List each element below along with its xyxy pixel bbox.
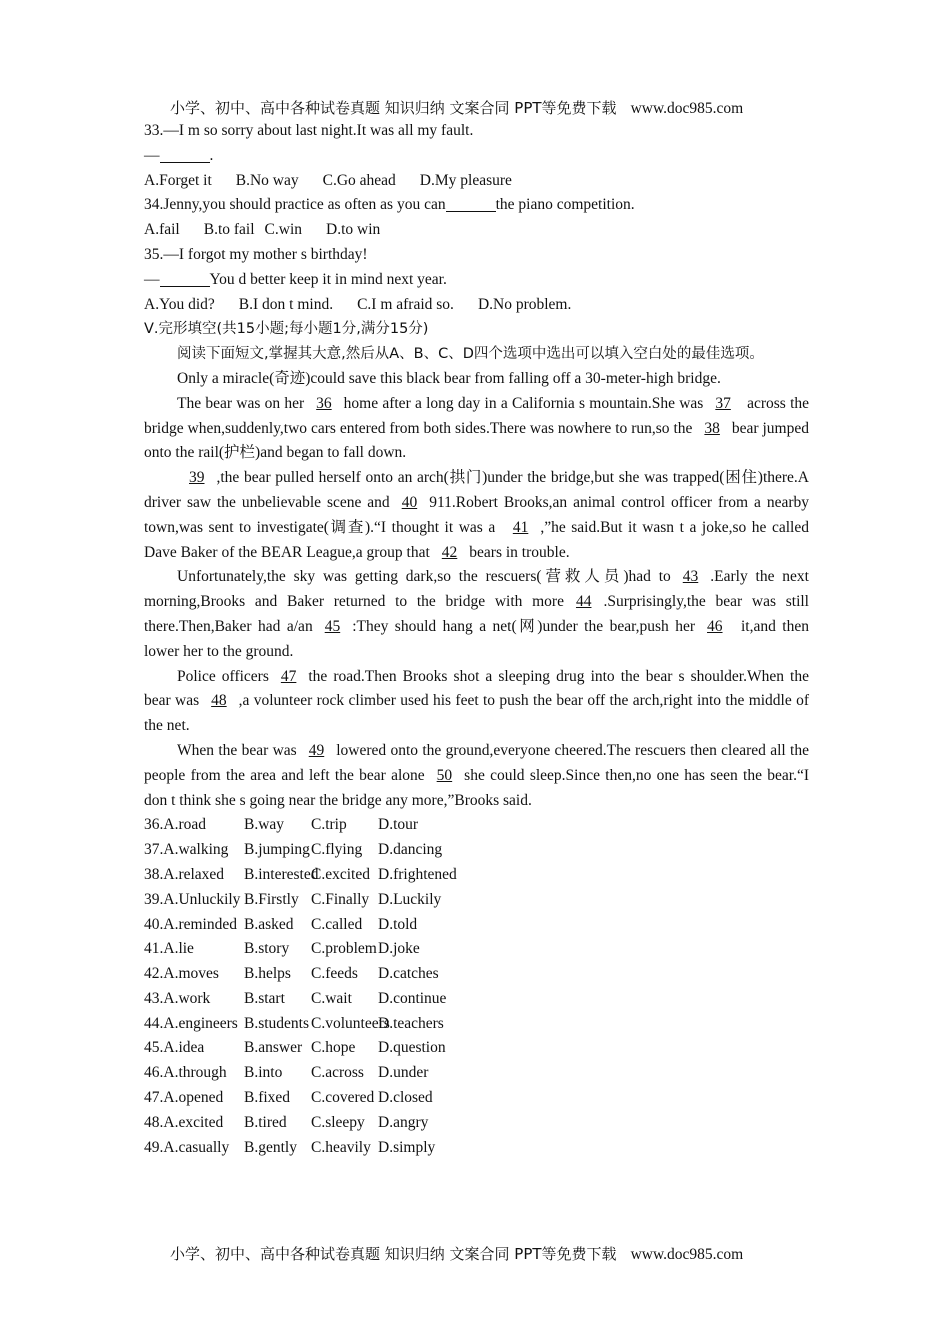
choice-option: 46.A.through [144,1064,227,1082]
choice-option: B.fixed [244,1089,291,1107]
answer-blank [446,195,496,212]
choice-option: C.wait [311,989,352,1007]
q33-option-c: C.Go ahead [322,171,396,189]
choice-row [144,987,809,1012]
choice-row [144,1061,809,1086]
passage-text: 911.Robert Brooks,an animal control officer from a nearby town,was sent to investigate(调查).“I thought it was a [144,493,809,536]
choice-option: 40.A.reminded [144,915,237,933]
choice-option: C.problem [311,940,377,958]
blank-41: 41 [512,518,529,536]
choice-row [144,863,809,888]
choice-option: D.continue [378,989,447,1007]
choice-row [144,888,809,913]
choice-option: D.told [378,915,418,933]
passage-text: home after a long day in a California s mountain.She was [343,394,704,412]
choice-option: B.story [244,940,290,958]
choice-row [144,1111,809,1136]
footer-site: www.doc985.com [630,1246,744,1263]
passage-text: the road.Then Brooks shot a sleeping drug into the bear s shoulder.When the bear was [144,667,809,710]
passage-text: lowered onto the ground,everyone cheered.The rescuers then cleared all the people from the area and left the bear alone [144,741,809,784]
choice-option: D.teachers [378,1014,444,1032]
q35-reply [144,268,809,293]
q35-option-d: D.No problem. [477,295,572,313]
choice-option: C.called [311,915,363,933]
choice-option: C.Finally [311,890,370,908]
blank-49: 49 [308,741,325,759]
passage-text: ,the bear pulled herself onto an arch(拱门)under the bridge,but she was trapped(困住)there.A driver saw the unbelievable scene and [144,469,809,511]
passage-text: The bear was on her [177,394,305,412]
q34-stem [144,193,809,218]
choice-option: 38.A.relaxed [144,865,225,883]
choice-option: 48.A.excited [144,1113,224,1131]
q33-period: . [209,146,214,164]
section-instruction: 阅读下面短文,掌握其大意,然后从A、B、C、D四个选项中选出可以填入空白处的最佳选项。 [177,346,764,363]
passage-text: it,and then lower her to the ground. [144,617,809,660]
choice-option: D.Luckily [378,890,442,908]
choice-row [144,913,809,938]
choice-row [144,1036,809,1061]
blank-44: 44 [575,593,592,611]
q33-stem: 33.—I m so sorry about last night.It was all my fault. [144,122,474,139]
choice-option: C.covered [311,1089,375,1107]
choice-option: B.way [244,816,285,834]
choice-option: B.interested [244,865,319,883]
q33-option-d: D.My pleasure [419,171,512,189]
choice-option: C.sleepy [311,1113,365,1131]
blank-37: 37 [715,394,731,412]
choice-option: B.into [244,1064,283,1082]
choice-option: D.tour [378,816,419,834]
passage-text: she could sleep.Since then,no one has seen the bear.“I don t think she s going near the bridge any more,”Brooks said. [144,766,809,809]
choice-option: B.jumping [244,841,310,859]
choice-option: 44.A.engineers [144,1014,238,1032]
q33-options [144,169,809,194]
passage-paragraph-4 [144,565,809,664]
passage-paragraph-6 [144,739,809,813]
choice-option: D.frightened [378,865,457,883]
choice-option: D.closed [378,1089,433,1107]
q33-dash: — [144,146,160,164]
blank-45: 45 [324,617,341,635]
passage-paragraph-3 [144,466,809,565]
choice-option: 42.A.moves [144,965,219,983]
choice-option: B.start [244,989,285,1007]
choice-option: C.hope [311,1039,356,1057]
choice-option: 47.A.opened [144,1089,224,1107]
choice-option: 43.A.work [144,989,211,1007]
choice-option: C.volunteers [311,1014,390,1032]
choice-option: D.question [378,1039,446,1057]
q35-option-b: B.I don t mind. [238,295,334,313]
choice-option: D.angry [378,1113,429,1131]
choice-option: B.asked [244,915,294,933]
q35-option-c: C.I m afraid so. [357,295,454,313]
blank-46: 46 [707,617,723,635]
q34-stem-b: the piano competition. [495,196,635,214]
blank-38: 38 [704,419,720,437]
choice-row [144,813,809,838]
blank-42: 42 [441,543,458,561]
choice-option: C.heavily [311,1138,371,1156]
choice-option: C.feeds [311,965,358,983]
choice-option: B.gently [244,1138,297,1156]
passage-text: .Early the next morning,Brooks and Baker returned to the bridge with more [144,568,809,611]
choice-option: D.joke [378,940,420,958]
choice-row [144,1136,809,1161]
passage-paragraph-1: Only a miracle(奇迹)could save this black bear from falling off a 30-meter-high bridge. [177,369,721,387]
answer-blank [160,146,210,163]
q35-option-a: A.You did? [144,295,215,313]
passage-text: Police officers [177,667,269,685]
blank-48: 48 [211,692,227,710]
blank-39: 39 [189,469,205,487]
passage-text: ,a volunteer rock climber used his feet to push the bear off the arch,right into the middle of the net. [144,692,810,735]
choice-option: 41.A.lie [144,940,194,958]
q35-reply-text: You d better keep it in mind next year. [209,270,447,288]
q33-option-b: B.No way [235,171,299,189]
blank-50: 50 [436,766,453,784]
choice-option: D.under [378,1064,429,1082]
choice-row [144,937,809,962]
choice-option: D.dancing [378,841,443,859]
choice-option: C.flying [311,841,363,859]
passage-text: across the bridge when,suddenly,two cars entered from both sides.There was nowhere to run,so the [144,394,810,437]
q34-option-b: B.to fail [203,221,255,239]
header-text: 小学、初中、高中各种试卷真题 知识归纳 文案合同 PPT等免费下载 [170,99,617,117]
passage-text: bears in trouble. [469,543,570,561]
q35-options [144,293,809,318]
choice-list [144,813,809,1160]
q34-option-a: A.fail [144,221,180,239]
q35-dash: — [144,270,160,288]
passage-paragraph-5 [144,665,809,739]
page-footer [170,1243,743,1264]
choice-option: 49.A.casually [144,1138,230,1156]
choice-option: B.helps [244,965,291,983]
passage-text: ,”he said.But it wasn t a joke,so he called Dave Baker of the BEAR League,a group that [144,518,809,561]
passage-text: When the bear was [177,741,297,759]
q34-option-c: C.win [264,221,303,239]
choice-option: B.Firstly [244,890,299,908]
choice-row [144,1012,809,1037]
blank-36: 36 [316,394,332,412]
blank-43: 43 [682,568,699,586]
q34-option-d: D.to win [326,221,381,239]
choice-option: 39.A.Unluckily [144,890,241,908]
passage-text: :They should hang a net(网)under the bear,push her [352,617,696,635]
exam-content [144,119,809,1160]
passage-paragraph-2 [144,392,809,466]
blank-47: 47 [280,667,297,685]
choice-row [144,962,809,987]
passage-text: Unfortunately,the sky was getting dark,so the rescuers(营救人员)had to [177,568,671,586]
answer-blank [160,270,210,287]
choice-option: B.answer [244,1039,303,1057]
q33-option-a: A.Forget it [144,171,212,189]
q35-stem: 35.—I forgot my mother s birthday! [144,245,368,263]
choice-option: 37.A.walking [144,841,229,859]
choice-option: C.excited [311,865,370,883]
choice-option: D.simply [378,1138,436,1156]
passage-text: bear jumped onto the rail(护栏)and began to fall down. [144,419,809,462]
section-title: Ⅴ.完形填空(共15小题;每小题1分,满分15分) [144,321,429,338]
page-header [170,97,743,118]
choice-option: C.trip [311,816,347,834]
choice-option: C.across [311,1064,364,1082]
q34-options [144,218,809,243]
header-site: www.doc985.com [630,100,744,117]
choice-row [144,838,809,863]
footer-text: 小学、初中、高中各种试卷真题 知识归纳 文案合同 PPT等免费下载 [170,1245,617,1263]
q33-reply [144,144,809,169]
choice-row [144,1086,809,1111]
passage-text: .Surprisingly,the bear was still there.Then,Baker had a/an [144,593,809,635]
choice-option: B.students [244,1014,310,1032]
choice-option: 36.A.road [144,816,206,834]
choice-option: D.catches [378,965,439,983]
blank-40: 40 [401,493,418,511]
choice-option: 45.A.idea [144,1039,205,1057]
choice-option: B.tired [244,1113,287,1131]
q34-stem-a: 34.Jenny,you should practice as often as you can [144,196,446,214]
